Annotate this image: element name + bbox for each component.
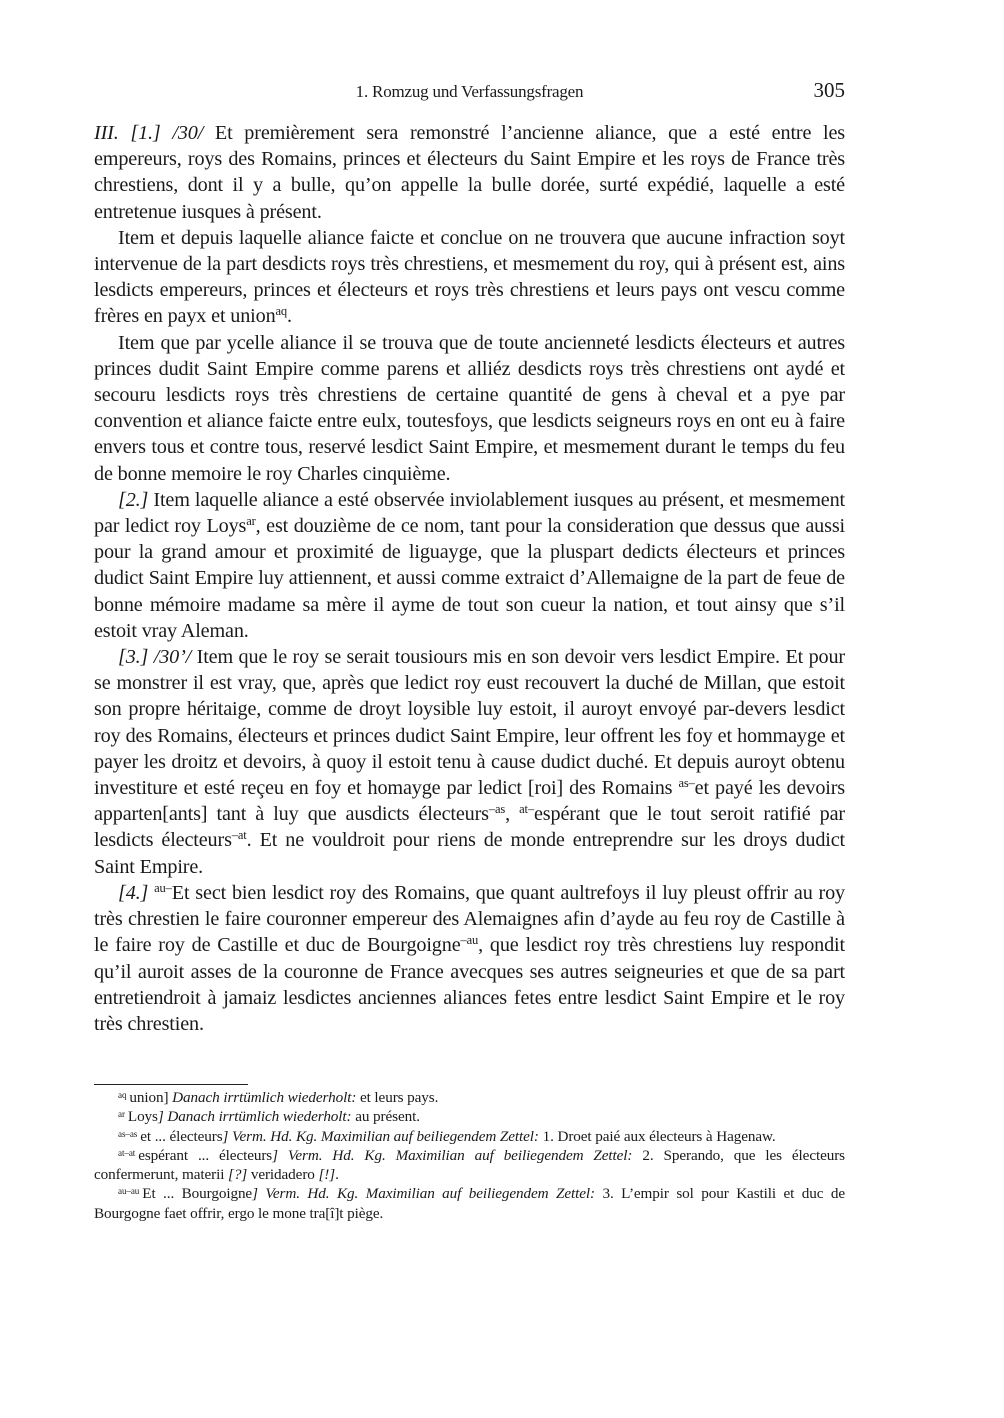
italic-text: [!] xyxy=(318,1166,336,1184)
italic-text: [2.] xyxy=(118,488,149,511)
footnote-reference: au– xyxy=(154,881,172,896)
footnote-mark: aq xyxy=(118,1089,127,1100)
footnote xyxy=(94,1184,845,1223)
text-segment: , est douzième de ce nom, tant pour la consideration que dessus que aussi pour la grand amour et proximité de liguayge, que la pluspart dedicts électeurs et princes dudict Saint Empire luy attiennent, et aussi comme extraict d’Allemaigne de la part de feue de bonne mémoire madame sa mère il ayme de tout son cueur la nation, et tout ainsy que s’il estoit vray Aleman. xyxy=(94,515,845,642)
text-segment: . Et ne vouldroit pour riens de monde entreprendre sur les droys dudict Saint Empire. xyxy=(94,829,845,878)
footnote xyxy=(94,1146,845,1185)
italic-text: ] Danach irrtümlich wiederholt: xyxy=(157,1108,352,1126)
italic-text: [4.] xyxy=(118,881,149,904)
footnote-mark: ar xyxy=(118,1109,125,1120)
paragraph xyxy=(94,644,845,880)
running-head xyxy=(94,78,845,108)
footnote-mark: as–as xyxy=(118,1128,138,1139)
text-segment: 3. L’empir sol pour Kastili et duc de Bourgogne faet offrir, ergo le mone tra[î]t piège. xyxy=(94,1185,845,1222)
footnote-reference: –as xyxy=(488,802,506,817)
body-text xyxy=(94,120,845,1037)
text-segment: et ... électeurs xyxy=(140,1127,223,1145)
paragraph xyxy=(94,487,845,644)
italic-text: [?] xyxy=(228,1166,248,1184)
text-segment: . xyxy=(287,305,292,328)
running-title: 1. Romzug und Verfassungsfragen xyxy=(355,82,584,101)
footnotes xyxy=(94,1088,845,1223)
footnote xyxy=(94,1127,845,1146)
italic-text: ] Verm. Hd. Kg. Maximilian auf beiliegendem Zettel: xyxy=(222,1127,539,1145)
text-segment: , que lesdict roy très chrestiens luy respondit qu’il auroit asses de la couronne de France avecques ses autres seigneuries et que de sa part entretiendroit à jamaiz lesdictes anciennes aliances fetes entre lesdict Saint Empire et le roy très chrestien. xyxy=(94,934,845,1035)
paragraph xyxy=(94,880,845,1037)
page xyxy=(94,78,845,1037)
text-segment: veridadero xyxy=(247,1166,319,1184)
text-segment: et payé les devoirs apparten[ants] tant à luy que ausdicts électeurs xyxy=(94,777,846,826)
footnote-rule xyxy=(94,1084,248,1085)
text-segment: espérant que le tout seroit ratifié par lesdicts électeurs xyxy=(94,803,845,852)
paragraph xyxy=(94,225,845,330)
footnote-reference: –at xyxy=(231,828,247,843)
footnote-reference: at– xyxy=(519,802,534,817)
footnote-reference: as– xyxy=(678,776,695,791)
footnote-reference: ar xyxy=(246,514,256,529)
text-segment: Et ... Bourgoigne xyxy=(142,1185,253,1203)
footnote-reference: aq xyxy=(275,304,288,319)
paragraph xyxy=(94,330,845,487)
footnote-reference: –au xyxy=(460,933,479,948)
footnote xyxy=(94,1107,845,1126)
text-segment: Loys xyxy=(127,1108,158,1126)
italic-text: ] Verm. Hd. Kg. Maximilian auf beiliegendem Zettel: xyxy=(272,1146,633,1164)
text-segment: 2. Sperando, que les électeurs confermerunt, materii xyxy=(94,1146,845,1184)
italic-text: III. [1.] /30/ xyxy=(94,122,204,144)
text-segment: 1. Droet paié aux électeurs à Hagenaw. xyxy=(538,1127,776,1145)
paragraph xyxy=(94,120,845,225)
text-segment: Item que le roy se serait tousiours mis en son devoir vers lesdict Empire. Et pour se monstrer il est vray, que, après que ledict roy eust recouvert la duché de Millan, que estoit son propre héritaige, comme de droyt loysible luy estoit, il auroyt envoyé par-devers lesdict roy des Romains, électeurs et princes dudict Saint Empire, leur offrent les foy et hommayge et payer les droitz et devoirs, à quoy il estoit tenu à cause dudict duché. Et depuis auroyt obtenu investiture et esté reçeu en foy et homayge par ledict [roi] des Romains xyxy=(94,646,845,800)
text-segment: , xyxy=(505,803,520,826)
text-segment: et leurs pays. xyxy=(356,1089,439,1106)
text-segment: union] xyxy=(129,1089,173,1106)
footnote-mark: au–au xyxy=(118,1186,140,1197)
footnote-mark: at–at xyxy=(118,1147,136,1158)
italic-text: [3.] /30’/ xyxy=(118,646,192,669)
text-segment: Et premièrement sera remonstré l’ancienne aliance, que a esté entre les empereurs, roys des Romains, princes et électeurs du Saint Empire et les roys de France très chrestiens, dont il y a bulle, qu’on appelle la bulle dorée, surté expédié, laquelle a esté entretenue iusques à présent. xyxy=(94,122,846,223)
italic-text: ] Verm. Hd. Kg. Maximilian auf beiliegendem Zettel: xyxy=(252,1185,595,1203)
text-segment: Et sect bien lesdict roy des Romains, que quant aultrefoys il luy pleust offrir au roy très chrestien le faire couronner empereur des Alemaignes afin d’ayde au feu roy de Castille à le faire roy de Castille et duc de Bourgoigne xyxy=(94,881,845,957)
text-segment: Item que par ycelle aliance il se trouva que de toute ancienneté lesdicts électeurs et autres princes dudit Saint Empire comme parens et alliéz desdicts roys très chrestiens ont aydé et secouru lesdicts roys très chrestiens de certaine quantité de gens à cheval et a pye par convention et aliance faicte entre eulx, toutesfoys, que lesdicts seigneurs roys en ont eu à faire envers tous et contre tous, reservé lesdict Saint Empire, et mesmement durant le temps du feu de bonne memoire le roy Charles cinquième. xyxy=(94,331,845,485)
page-number: 305 xyxy=(813,78,845,102)
text-segment: . xyxy=(335,1166,339,1184)
footnote xyxy=(94,1088,845,1107)
italic-text: Danach irrtümlich wiederholt: xyxy=(172,1089,357,1106)
text-segment: espérant ... électeurs xyxy=(138,1146,273,1164)
text-segment: Item et depuis laquelle aliance faicte et conclue on ne trouvera que aucune infraction soyt intervenue de la part desdicts roys très chrestiens, et mesmement du roy, qui à présent est, ains lesdicts empereurs, princes et électeurs et roys très chrestiens et leurs pays ont vescu comme frères en payx et union xyxy=(94,226,845,328)
text-segment: Item laquelle aliance a esté observée inviolablement iusques au présent, et mesmement par ledict roy Loys xyxy=(94,488,845,538)
text-segment: au présent. xyxy=(351,1108,420,1126)
